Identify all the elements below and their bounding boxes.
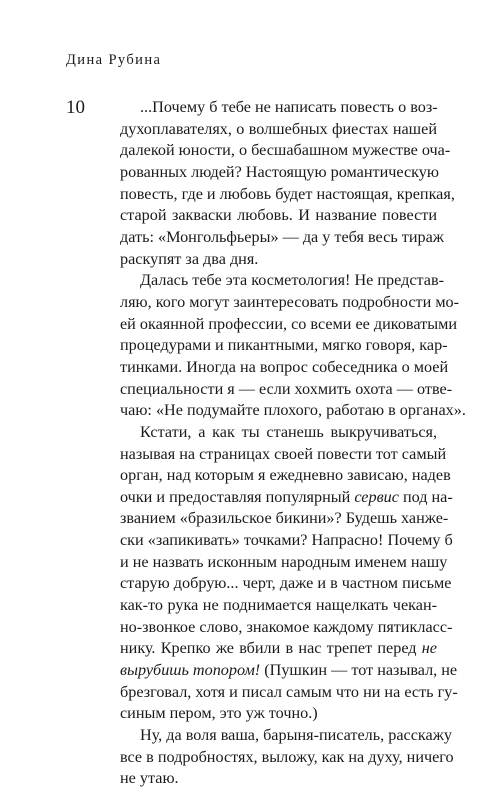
text-line: как-то рука не поднимается нащелкать чекан- — [120, 596, 437, 615]
text-line: Кстати, а как ты станешь выкручиваться, — [140, 422, 437, 441]
text-line: специальности я — если хохмить охота — отве- — [120, 379, 453, 398]
text-line: далекой юности, о бесшабашном мужестве оча- — [120, 141, 451, 160]
text-line: процедурами и пикантными, мягко говоря, кар- — [120, 336, 448, 355]
text-line: Ну, да воля ваша, барыня-писатель, расскажу — [140, 726, 452, 745]
text-line: орган, над которым я ежедневно зависаю, надев — [120, 466, 451, 485]
text-line: тинками. Иногда на вопрос собеседника о моей — [120, 357, 449, 376]
text-line: брезговал, хотя и писал самым что ни на есть гу- — [120, 682, 458, 701]
text-line: старую добрую... черт, даже и в частном письме — [120, 574, 452, 593]
running-head: Дина Рубина — [66, 52, 162, 68]
text-line: дать: «Монгольфьеры» — да у тебя весь тираж — [120, 227, 444, 246]
text-line: повесть, где и любовь будет настоящая, крепкая, — [120, 184, 455, 203]
text-line: званием «бразильское бикини»? Будешь ханже- — [120, 509, 449, 528]
text-line: вырубишь топором! (Пушкин — тот называл, не — [120, 661, 458, 680]
text-line: называя на страницах своей повести тот самый — [120, 444, 447, 463]
paragraph — [120, 725, 454, 790]
text-line: духоплавателях, о волшебных фиестах нашей — [120, 119, 437, 138]
text-line: чаю: «Не подумайте плохого, работаю в органах». — [120, 401, 466, 420]
text-line: Далась тебе эта косметология! Не представ- — [140, 271, 445, 290]
text-line: не утаю. — [120, 769, 179, 788]
text-line: ски «запикивать» точками? Напрасно! Почему б — [120, 531, 453, 550]
text-line: все в подробностях, выложу, как на духу, ничего — [120, 747, 454, 766]
text-line: и не назвать исконным народным именем нашу — [120, 552, 448, 571]
paragraph — [120, 422, 458, 725]
text-line: ...Почему б тебе не написать повесть о воз- — [140, 98, 438, 116]
text-line: очки и предоставляя популярный сервис под на- — [120, 487, 453, 506]
text-line: нику. Крепко же вбили в нас трепет перед не — [120, 639, 437, 658]
paragraph — [120, 97, 455, 270]
text-line: раскупят за два дня. — [120, 249, 259, 268]
text-line: синым пером, это уж точно.) — [120, 704, 318, 723]
page-number: 10 — [66, 97, 85, 118]
paragraph — [120, 270, 466, 422]
text-line: рованных людей? Настоящую романтическую — [120, 162, 439, 181]
body-text — [120, 97, 466, 790]
text-line: старой закваски любовь. И название повести — [120, 206, 437, 225]
text-line: ей окаянной профессии, со всеми ее диковатыми — [120, 314, 457, 333]
text-line: но-звонкое слово, знакомое каждому пятикласс- — [120, 617, 453, 636]
text-line: ляю, кого могут заинтересовать подробности мо- — [120, 292, 460, 311]
